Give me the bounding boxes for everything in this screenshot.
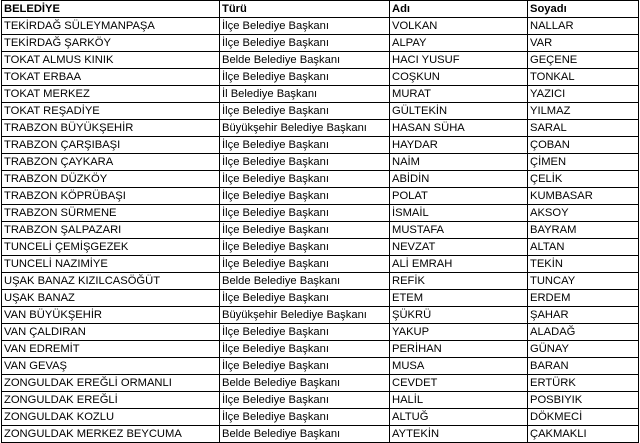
cell-soyadi: BARAN: [528, 358, 639, 375]
cell-adi: AYTEKİN: [390, 426, 528, 443]
cell-turu: İlçe Belediye Başkanı: [220, 35, 390, 52]
table-row: [2, 273, 639, 290]
cell-adi: GÜLTEKİN: [390, 103, 528, 120]
cell-adi: MUSTAFA: [390, 222, 528, 239]
cell-turu: İlçe Belediye Başkanı: [220, 358, 390, 375]
cell-turu: İlçe Belediye Başkanı: [220, 222, 390, 239]
cell-belediye: TRABZON KÖPRÜBAŞI: [2, 188, 220, 205]
cell-turu: Büyükşehir Belediye Başkanı: [220, 307, 390, 324]
cell-turu: İlçe Belediye Başkanı: [220, 239, 390, 256]
cell-soyadi: ŞAHAR: [528, 307, 639, 324]
cell-turu: İl Belediye Başkanı: [220, 86, 390, 103]
cell-soyadi: YAZICI: [528, 86, 639, 103]
cell-belediye: TUNCELİ NAZIMİYE: [2, 256, 220, 273]
cell-adi: ŞÜKRÜ: [390, 307, 528, 324]
cell-soyadi: POSBIYIK: [528, 392, 639, 409]
cell-adi: HASAN SÜHA: [390, 120, 528, 137]
cell-adi: HACI YUSUF: [390, 52, 528, 69]
cell-turu: İlçe Belediye Başkanı: [220, 154, 390, 171]
table-header: [2, 1, 639, 18]
cell-turu: İlçe Belediye Başkanı: [220, 69, 390, 86]
cell-belediye: UŞAK BANAZ: [2, 290, 220, 307]
cell-belediye: TEKİRDAĞ ŞARKÖY: [2, 35, 220, 52]
cell-soyadi: TUNCAY: [528, 273, 639, 290]
cell-soyadi: ÇAKMAKLI: [528, 426, 639, 443]
table-row: [2, 341, 639, 358]
cell-turu: İlçe Belediye Başkanı: [220, 188, 390, 205]
cell-soyadi: ÇİMEN: [528, 154, 639, 171]
table-row: [2, 256, 639, 273]
cell-adi: ETEM: [390, 290, 528, 307]
cell-soyadi: TEKİN: [528, 256, 639, 273]
cell-soyadi: BAYRAM: [528, 222, 639, 239]
table-row: [2, 171, 639, 188]
cell-soyadi: ÇELİK: [528, 171, 639, 188]
cell-belediye: TOKAT ERBAA: [2, 69, 220, 86]
cell-adi: VOLKAN: [390, 18, 528, 35]
cell-belediye: ZONGULDAK EREĞLİ ORMANLI: [2, 375, 220, 392]
table-row: [2, 426, 639, 443]
cell-turu: İlçe Belediye Başkanı: [220, 103, 390, 120]
cell-turu: İlçe Belediye Başkanı: [220, 205, 390, 222]
cell-adi: REFİK: [390, 273, 528, 290]
cell-belediye: TOKAT ALMUS KINIK: [2, 52, 220, 69]
cell-turu: Belde Belediye Başkanı: [220, 273, 390, 290]
cell-turu: İlçe Belediye Başkanı: [220, 18, 390, 35]
cell-turu: İlçe Belediye Başkanı: [220, 137, 390, 154]
cell-turu: İlçe Belediye Başkanı: [220, 290, 390, 307]
table-row: [2, 205, 639, 222]
cell-belediye: UŞAK BANAZ KIZILCASÖĞÜT: [2, 273, 220, 290]
cell-belediye: TRABZON SÜRMENE: [2, 205, 220, 222]
table-row: [2, 52, 639, 69]
cell-soyadi: VAR: [528, 35, 639, 52]
table-row: [2, 222, 639, 239]
cell-belediye: ZONGULDAK EREĞLİ: [2, 392, 220, 409]
cell-soyadi: SARAL: [528, 120, 639, 137]
cell-adi: MUSA: [390, 358, 528, 375]
table-row: [2, 69, 639, 86]
cell-turu: İlçe Belediye Başkanı: [220, 171, 390, 188]
cell-soyadi: DÖKMECİ: [528, 409, 639, 426]
cell-adi: PERİHAN: [390, 341, 528, 358]
cell-belediye: TOKAT MERKEZ: [2, 86, 220, 103]
cell-adi: CEVDET: [390, 375, 528, 392]
cell-soyadi: GEÇENE: [528, 52, 639, 69]
table-row: [2, 120, 639, 137]
cell-adi: COŞKUN: [390, 69, 528, 86]
cell-belediye: ZONGULDAK KOZLU: [2, 409, 220, 426]
cell-belediye: TRABZON ÇARŞIBAŞI: [2, 137, 220, 154]
cell-belediye: VAN GEVAŞ: [2, 358, 220, 375]
table-row: [2, 290, 639, 307]
cell-turu: İlçe Belediye Başkanı: [220, 324, 390, 341]
cell-adi: İSMAİL: [390, 205, 528, 222]
cell-turu: Belde Belediye Başkanı: [220, 426, 390, 443]
table-row: [2, 18, 639, 35]
cell-turu: İlçe Belediye Başkanı: [220, 392, 390, 409]
cell-adi: ABİDİN: [390, 171, 528, 188]
cell-adi: NAİM: [390, 154, 528, 171]
cell-belediye: VAN ÇALDIRAN: [2, 324, 220, 341]
cell-adi: YAKUP: [390, 324, 528, 341]
table-row: [2, 86, 639, 103]
cell-adi: POLAT: [390, 188, 528, 205]
table-row: [2, 137, 639, 154]
cell-adi: ALPAY: [390, 35, 528, 52]
cell-adi: HAYDAR: [390, 137, 528, 154]
table-row: [2, 409, 639, 426]
cell-soyadi: ALTAN: [528, 239, 639, 256]
cell-belediye: TUNCELİ ÇEMİŞGEZEK: [2, 239, 220, 256]
cell-turu: İlçe Belediye Başkanı: [220, 409, 390, 426]
cell-adi: HALİL: [390, 392, 528, 409]
cell-adi: MURAT: [390, 86, 528, 103]
table-row: [2, 307, 639, 324]
cell-belediye: TOKAT REŞADİYE: [2, 103, 220, 120]
cell-soyadi: ERDEM: [528, 290, 639, 307]
cell-soyadi: ALADAĞ: [528, 324, 639, 341]
table-row: [2, 239, 639, 256]
header-belediye: BELEDİYE: [2, 1, 220, 18]
cell-belediye: TEKİRDAĞ SÜLEYMANPAŞA: [2, 18, 220, 35]
cell-soyadi: NALLAR: [528, 18, 639, 35]
table-body: [2, 18, 639, 443]
cell-belediye: ZONGULDAK MERKEZ BEYCUMA: [2, 426, 220, 443]
cell-soyadi: ERTÜRK: [528, 375, 639, 392]
cell-soyadi: YILMAZ: [528, 103, 639, 120]
cell-belediye: TRABZON ŞALPAZARI: [2, 222, 220, 239]
mayors-table: [1, 0, 639, 443]
cell-turu: İlçe Belediye Başkanı: [220, 256, 390, 273]
header-turu: Türü: [220, 1, 390, 18]
cell-belediye: TRABZON BÜYÜKŞEHİR: [2, 120, 220, 137]
table-row: [2, 392, 639, 409]
cell-belediye: TRABZON DÜZKÖY: [2, 171, 220, 188]
cell-adi: NEVZAT: [390, 239, 528, 256]
table-row: [2, 375, 639, 392]
table-row: [2, 188, 639, 205]
header-adi: Adı: [390, 1, 528, 18]
table-row: [2, 103, 639, 120]
table-row: [2, 154, 639, 171]
header-soyadi: Soyadı: [528, 1, 639, 18]
table-row: [2, 324, 639, 341]
cell-soyadi: GÜNAY: [528, 341, 639, 358]
cell-soyadi: AKSOY: [528, 205, 639, 222]
table-row: [2, 35, 639, 52]
cell-soyadi: KUMBASAR: [528, 188, 639, 205]
cell-adi: ALİ EMRAH: [390, 256, 528, 273]
header-row: [2, 1, 639, 18]
cell-turu: Büyükşehir Belediye Başkanı: [220, 120, 390, 137]
cell-soyadi: TONKAL: [528, 69, 639, 86]
table-row: [2, 358, 639, 375]
cell-soyadi: ÇOBAN: [528, 137, 639, 154]
cell-turu: İlçe Belediye Başkanı: [220, 341, 390, 358]
cell-belediye: VAN EDREMİT: [2, 341, 220, 358]
cell-belediye: VAN BÜYÜKŞEHİR: [2, 307, 220, 324]
cell-belediye: TRABZON ÇAYKARA: [2, 154, 220, 171]
cell-turu: Belde Belediye Başkanı: [220, 375, 390, 392]
cell-turu: Belde Belediye Başkanı: [220, 52, 390, 69]
cell-adi: ALTUĞ: [390, 409, 528, 426]
